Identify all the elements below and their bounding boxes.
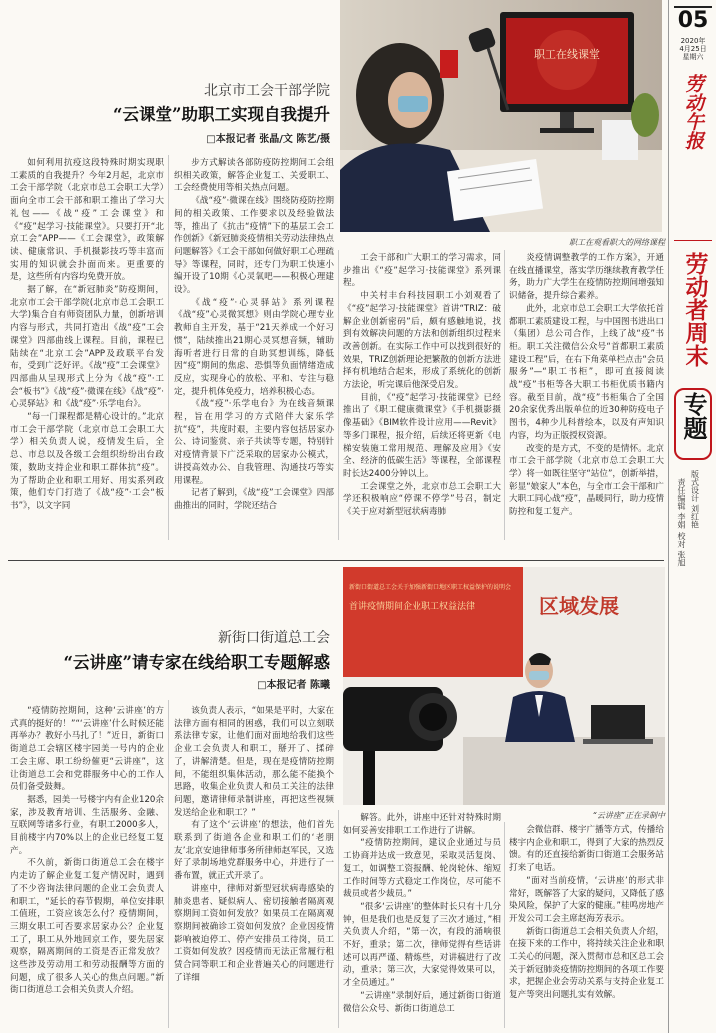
- column-divider: [504, 250, 505, 540]
- publish-date-year: 2020年: [680, 37, 706, 45]
- paragraph: 该负责人表示，“如果是平时，大家在法律方面有相同的困惑，我们可以立刻联系法律专家，让他们面对面地给我们这些企业工会负责人和职工，掰开了、揉碎了，讲解清楚。但是，现在是疫情防控期间，不能组织集体活动，那么能不能换个思路，收集企业负责人和员工关注的法律问题，邀请律师录制讲座，再把这些视频发送给企业和职工？”: [174, 706, 334, 818]
- paragraph: 《战“疫”·微课在线》围绕防疫防控期间的相关政策、工作要求以及经验做法等，推出了《抗击“疫情”下的基层工会工作创新》《新冠肺炎疫情相关劳动法律热点问题解答》《工会干部如何做好职工心理疏导》等课程，同时，还专门为职工快速小编开设了10期《心灵氧吧——积极心理建设》。: [174, 196, 334, 296]
- article2-column-4: [509, 824, 664, 1030]
- publish-date: 4月25日: [679, 45, 707, 53]
- editor-credit: 版式设计 刘红艳: [690, 470, 700, 529]
- section-type: 专题: [679, 392, 707, 440]
- paragraph: 记者了解到，《战“疫”工会课堂》四部曲推出的同时，学院还结合: [174, 488, 334, 511]
- article2-photo-caption: “云讲座”正在录制中: [592, 811, 665, 820]
- paragraph: 工会课堂之外，北京市总工会职工大学还积极响应“停课不停学”号召，制定《关于应对新型冠状病毒肺: [343, 481, 501, 518]
- paragraph: 《战“疫”·心灵驿站》系列课程《战“疫”心灵微冥想》则由学院心理专业教师自主开发，基于“21天养成一个好习惯”，陆续推出21期心灵冥想音频，辅助海听者进行日常的自助冥想训练，降低因“疫”期间的焦虑、恐惧等负面情绪造成反应，实现身心的放松、平和、专注与稳定，提升机体免疫力，培养积极心态。: [174, 297, 334, 397]
- article-divider: [8, 560, 664, 561]
- paragraph: “面对当前疫情，‘云讲座’的形式非常好，既解答了大家的疑问，又降低了感染风险，保护了大家的健康。”桂鸣房地产开发公司工会主席赵海芳表示。: [509, 875, 664, 924]
- editor-credit: 校对 张旭: [677, 531, 686, 567]
- paragraph: 目前，《“疫”起学习·技能课堂》已经推出了《职工健康微课堂》《手机摄影摄像基础》《BIM软件设计应用——Revit》等多门课程，报介绍，后续还将更新《电梯安装施工常用规范、理解及应用》《安全、经济的低碳生活》等课程，全部课程时长达2400分钟以上。: [343, 392, 501, 479]
- paragraph: “疫情防控期间，建议企业通过与员工协商并达成一致意见，采取灵活复岗、复工，如调整工资报酬、轮岗轮休、缩短工作时间等方式稳定工作岗位，尽可能不裁员或者少裁员。”: [343, 838, 501, 900]
- column-divider: [168, 155, 169, 540]
- paragraph: 如何利用抗疫这段特殊时期实现职工素质的自我提升？今年2月起，北京市工会干部学院（北京市总工会职工大学）面向全市工会干部和职工推出了学习大礼包——《战“疫”工会课堂》和《“疫”起学习·技能课堂》。只要打开“北京工会”APP——《工会课堂》，政策解读、健康常识、手机摄影技巧等丰富而实用的知识就会扑面而来。更重要的是，这些所有内容均免费开放。: [10, 158, 164, 283]
- screen-title: 职工在线课堂: [534, 48, 600, 61]
- paragraph: “云讲座”录制好后，通过新街口街道微信公众号、新街口街道总工: [343, 990, 501, 1014]
- wall-text: 区域发展: [539, 594, 619, 618]
- paragraph: 会微信群、楼宇广播等方式，传播给楼宇内企业和职工，得到了大家的热烈反馈。有的还直接给新街口街道工会服务站打来了电话。: [509, 825, 664, 874]
- article2-byline: □本报记者 陈曦: [257, 680, 330, 691]
- paragraph: 有了这个‘云讲座’的想法，他们首先联系到了街道各企业和职工们的‘老朋友’北京安迪律师事务所律师赵军民，又选好了录制场地党群服务中心，并进行了一番布置，就正式开录了。: [174, 820, 334, 882]
- article2-kicker: 新街口街道总工会: [218, 630, 330, 646]
- paragraph: 炎疫情调整教学的工作方案》，开通在线直播课堂，落实学历继续教育教学任务，助力广大学生在疫情防控期间增强知识储备，提升综合素养。: [509, 253, 664, 302]
- column-divider: [338, 250, 339, 540]
- article1-photo-caption: 职工在观看职大的网络课程: [569, 238, 665, 247]
- column-divider: [168, 700, 169, 1028]
- paragraph: 不久前，新街口街道总工会在楼宇内走访了解企业复工复产情况时，遇到了不少咨询法律问题的企业工会负责人和职工，“延长的春节假期，单位安排职工值班，工资应该怎么付？疫情期间，三期女职工可否要求居家办公？企业复工了，职工从外地回京工作，要先居家观察，隔离期间的工资是否正常发放？这些涉及劳动用工和劳动报酬等方面的问题，成了很多人关心的焦点问题。”新街口街道总工会相关负责人介绍。: [10, 858, 164, 996]
- article2-column-2: [174, 705, 334, 1030]
- article1-photo: [340, 0, 662, 232]
- article1-column-1: [10, 157, 164, 542]
- masthead: [670, 0, 716, 1033]
- paragraph: 据了解，在“新冠肺炎”防疫期间，北京市工会干部学院(北京市总工会职工大学)集合自有师资团队力量，创新培训内容与形式，共同打造出《战“疫”工会课堂》四部曲线上课程。目前，课程已陆续在“北京工会”APP及政联平台发布，受到广泛好评。《战“疫”工会课堂》四部曲从呈现形式上分为《战“疫”·工会“板书”》《战“疫”·微课在线》《战“疫”·心灵驿站》和《战“疫”·乐学电台》。: [10, 285, 164, 410]
- article1-byline: □本报记者 张晶/文 陈艺/摄: [206, 134, 330, 145]
- article1-column-3: [343, 252, 501, 542]
- paragraph: 《战“疫”·乐学电台》为在线音频课程，旨在用学习的方式陪伴大家乐学抗“疫”，共度时艰，主要内容包括居家办公、诗词鉴赏、亲子共读等专题，特别针对疫情背景下广泛采取的居家办公模式，讲授高效办公、自我管理、沟通技巧等实用课程。: [174, 399, 334, 486]
- column-divider: [504, 822, 505, 1028]
- masthead-rule-2: [674, 240, 712, 241]
- paragraph: 改变的是方式，不变的是情怀。北京市工会干部学院（北京市总工会职工大学）将一如既往坚守“站位”，创新举措，彰显“娘家人”本色，与全市工会干部和广大职工同心战“疫”，晶暖同行，助力疫情防控和复工复产。: [509, 443, 664, 518]
- page-number: 05: [677, 8, 709, 33]
- weekday: 星期六: [682, 53, 704, 61]
- article2-headline: “云讲座”请专家在线给职工专题解惑: [63, 653, 330, 672]
- article2-photo: [343, 567, 665, 805]
- paragraph: 中关村丰台科技园职工小刘观看了《“疫”起学习·技能课堂》首讲“TRIZ：破解企业创新密码”后，颇有感触地说，找到有效解决问题的方法和创新组织过程来改善创新。在实际工作中可以找到很好的效果，TRIZ创新理论把繁散的创新方法进择有机地结合起来，形成了系统化的创新方法论，听完课后他深受启发。: [343, 291, 501, 391]
- paragraph: 此外，北京市总工会职工大学依托首都职工素质建设工程，与中国图书进出口（集团）总公司合作，上线了战“疫”书柜。职工关注微信公众号“首都职工素质建设工程”后，在右下角菜单栏点击“会员服务”—“职工书柜”，即可直接阅读战“疫”书柜等各大职工书柜优质书籍内容。截至目前，战“疫”书柜集合了全国20余家优秀出版单位的近30种防疫电子图书，4种少儿科普绘本，以及有声知识内容，均为正版授权资源。: [509, 303, 664, 441]
- editor-credits: [676, 470, 712, 580]
- banner-line-1: 新街口街道总工会关于加强新街口地区职工权益保护的说明会: [349, 584, 512, 591]
- article2-column-1: [10, 705, 164, 1030]
- section-title: 劳动者周末: [681, 252, 708, 367]
- paragraph: 新街口街道总工会相关负责人介绍，在接下来的工作中，将持续关注企业和职工关心的问题，深入贯彻市总和区总工会关于新冠肺炎疫情防控期间的各项工作要求，把握企业会劳动关系与支持企业复工复产等突出问题扎实有效解。: [509, 926, 664, 1001]
- column-divider: [338, 810, 339, 1028]
- article1-kicker: 北京市工会干部学院: [204, 83, 330, 99]
- paragraph: “很多‘云讲座’的整体时长只有十几分钟，但是我们也是反复了三次才通过，”相关负责人介绍，“第一次，有段的涌响很不好，重录；第二次，律师觉得有些话讲述可以再严谨、精炼些，对讲稿进行了改动，重录；第三次，大家觉得效果可以，才全员通过。”: [343, 901, 501, 989]
- paragraph: 解答。此外，讲座中还针对特殊时期如何妥善安排职工工作进行了讲解。: [343, 813, 501, 836]
- banner-line-2: 首讲疫情期间企业职工权益法律: [349, 602, 476, 612]
- paragraph: 据悉，园美一号楼宇内有企业120余家，涉及教育培训、生活服务、金融、互联网等诸多行业，有职工2000多人，目前楼宇内70%以上的企业已经复工复产。: [10, 794, 164, 856]
- article1-column-4: [509, 252, 664, 552]
- paper-name: 劳动午报: [682, 74, 704, 150]
- paragraph: 工会干部和广大职工的学习需求，同步推出《“疫”起学习·技能课堂》系列课程。: [343, 253, 501, 289]
- editor-credit: 责任编辑 李娟: [677, 478, 686, 529]
- article1-headline: “云课堂”助职工实现自我提升: [113, 105, 330, 124]
- article1-column-2: [174, 157, 334, 542]
- paragraph: “疫情防控期间，这种‘云讲座’的方式真的挺好的！”“‘云讲座’什么时候还能再举办？教好小马扎了！”近日，新街口街道总工会辖区楼宇园美一号内的企业工会主席、职工纷纷催更“云讲座”，这让街道总工会和党群服务中心的工作人员们备受鼓舞。: [10, 706, 164, 793]
- paragraph: “每一门课程都是精心设计的。”北京市工会干部学院（北京市总工会职工大学）相关负责人说，疫情发生后，全总、市总以及各级工会组织纷纷出台政策，数助支持企业和职工群体抗“疫”。为了帮助企业和职工用好、用实系列政策，他们专门打造了《战“疫”·工会“板书”》，以文字同: [10, 412, 164, 511]
- paragraph: 讲座中，律师对新型冠状病毒感染的肺炎患者、疑似病人、密切接触者隔离观察期间工资如何发放？如果员工在隔离观察期间被确诊工资如何发放？企业因疫情影响被迫停工、停产安排员工待岗，员工工资如何发放？因疫情而无法正常履行租赁合同等职工和企业普遍关心的问题进行了详细: [174, 883, 334, 983]
- masthead-divider: [668, 0, 669, 1033]
- article2-column-3: [343, 812, 501, 1030]
- paragraph: 步方式解读各部防疫防控期间工会组织相关政策，解答企业复工、关爱职工、工会经费使用等相关热点问题。: [174, 158, 334, 194]
